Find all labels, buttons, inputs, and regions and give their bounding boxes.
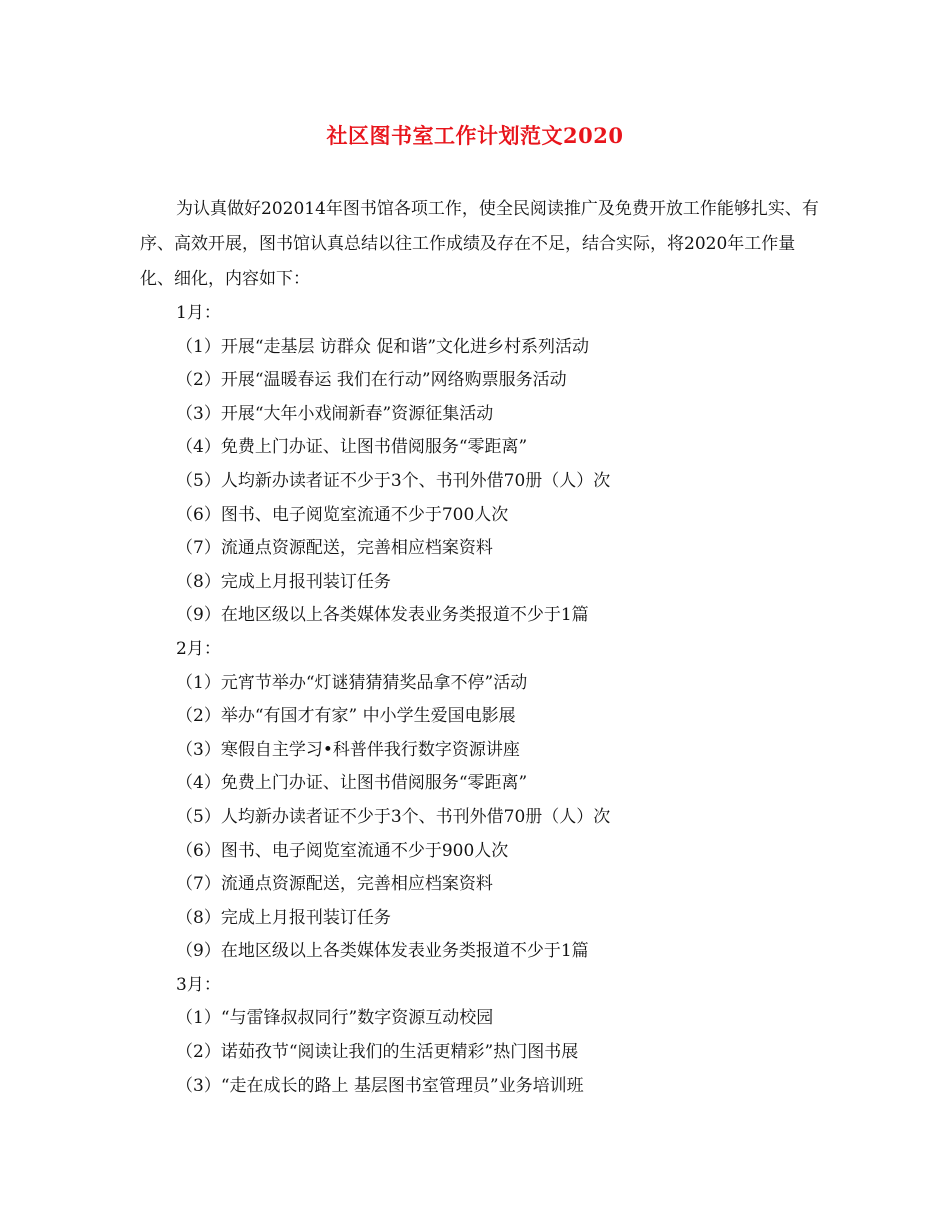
document-title: 社区图书室工作计划范文2020 <box>326 123 624 148</box>
intro-paragraph: 为认真做好202014年图书馆各项工作，使全民阅读推广及免费开放工作能够扎实、有序、高效开展，图书馆认真总结以往工作成绩及存在不足，结合实际，将2020年工作量化、细化，内容如下： <box>140 199 819 289</box>
plan-item: （6）图书、电子阅览室流通不少于700人次 <box>176 504 509 525</box>
month-heading: 1月： <box>176 303 221 323</box>
plan-item: （2）诺茹孜节“阅读让我们的生活更精彩”热门图书展 <box>176 1042 579 1063</box>
plan-item: （2）举办“有国才有家” 中小学生爱国电影展 <box>176 706 516 727</box>
plan-item: （5）人均新办读者证不少于3个、书刊外借70册（人）次 <box>176 806 611 827</box>
plan-item: （3）寒假自主学习•科普伴我行数字资源讲座 <box>176 739 520 760</box>
plan-item: （4）免费上门办证、让图书借阅服务“零距离” <box>176 437 528 458</box>
plan-item: （2）开展“温暖春运 我们在行动”网络购票服务活动 <box>176 370 567 391</box>
plan-item: （1）开展“走基层 访群众 促和谐”文化进乡村系列活动 <box>176 336 590 357</box>
plan-item: （8）完成上月报刊装订任务 <box>176 907 391 928</box>
month-heading: 2月： <box>176 638 221 659</box>
plan-item: （9）在地区级以上各类媒体发表业务类报道不少于1篇 <box>176 941 589 962</box>
plan-item: （3）“走在成长的路上 基层图书室管理员”业务培训班 <box>176 1075 584 1096</box>
plan-item: （5）人均新办读者证不少于3个、书刊外借70册（人）次 <box>176 470 611 491</box>
plan-item: （3）开展“大年小戏闹新春”资源征集活动 <box>176 403 494 424</box>
plan-item: （7）流通点资源配送，完善相应档案资料 <box>176 874 493 895</box>
plan-item: （4）免费上门办证、让图书借阅服务“零距离” <box>176 773 528 794</box>
plan-item: （8）完成上月报刊装订任务 <box>176 571 391 592</box>
month-heading: 3月： <box>176 974 221 995</box>
plan-item: （6）图书、电子阅览室流通不少于900人次 <box>176 840 509 861</box>
plan-item: （1）元宵节举办“灯谜猜猜猜奖品拿不停”活动 <box>176 672 528 693</box>
plan-list <box>176 297 610 1103</box>
plan-item: （1）“与雷锋叔叔同行”数字资源互动校园 <box>176 1008 494 1029</box>
plan-item: （9）在地区级以上各类媒体发表业务类报道不少于1篇 <box>176 605 589 626</box>
plan-item: （7）流通点资源配送，完善相应档案资料 <box>176 538 493 559</box>
